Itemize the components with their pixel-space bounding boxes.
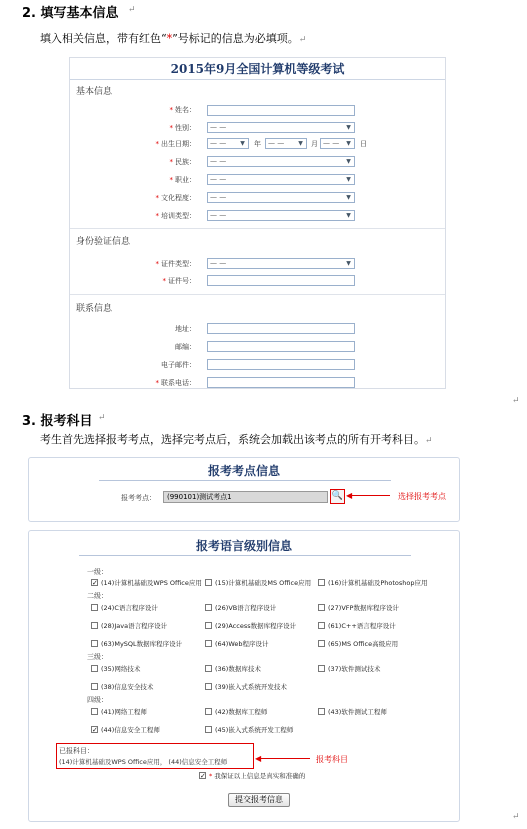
name-input[interactable] [207,105,355,116]
checkbox[interactable] [318,708,325,715]
registration-form-panel [69,57,446,389]
subject-checkbox[interactable]: (39)嵌入式系统开发技术 [205,682,287,691]
checkbox[interactable] [318,579,325,586]
subject-checkbox[interactable]: (65)MS Office高级应用 [318,639,398,648]
subjects-annotation: 报考科目 [316,755,348,764]
year-label: 年 [254,140,261,148]
chevron-down-icon: ▼ [346,194,351,201]
level-label: 一级： [87,568,108,576]
education-select[interactable]: — — ▼ [207,192,355,203]
subject-checkbox[interactable]: (28)Java语言程序设计 [91,621,167,630]
level-label: 四级： [87,696,108,704]
chevron-down-icon: ▼ [346,158,351,165]
checkbox[interactable] [318,604,325,611]
section-3-description [40,431,433,447]
checkbox[interactable] [205,579,212,586]
birthdate-label: * 出生日期： [155,140,196,148]
paragraph-mark: ↵ [98,413,106,423]
arrow-head: ◀ [346,491,353,500]
paragraph-mark: ↵ [425,436,433,446]
subject-checkbox[interactable]: (64)Web程序设计 [205,639,269,648]
title-underline [79,555,411,556]
ethnicity-select[interactable]: — — ▼ [207,156,355,167]
subject-checkbox[interactable]: (29)Access数据库程序设计 [205,621,296,630]
checkbox[interactable]: ✓ [92,579,98,587]
annotation-arrow [348,495,390,496]
id-info-heading: 身份验证信息 [76,237,131,247]
divider [70,294,445,295]
id-type-select[interactable]: — — ▼ [207,258,355,269]
id-number-label: * 证件号： [162,277,196,285]
name-label: * 姓名： [169,106,196,114]
section-2-description [40,30,306,46]
training-type-label: * 培训类型： [155,212,196,220]
chevron-down-icon: ▼ [346,124,351,131]
checkbox[interactable] [91,640,98,647]
section-3-heading: 3. 报考科目 [22,414,93,429]
subject-checkbox[interactable]: (43)软件测试工程师 [318,707,387,716]
birth-month-select[interactable]: — — ▼ [265,138,307,149]
subject-checkbox[interactable]: (26)VB语言程序设计 [205,603,276,612]
subject-checkbox[interactable]: (45)嵌入式系统开发工程师 [205,725,293,734]
checkbox[interactable] [318,622,325,629]
gender-label: * 性别： [169,124,196,132]
paragraph-mark: ↵ [128,5,136,15]
level-label: 二级： [87,592,108,600]
exam-site-label: 报考考点： [121,494,156,502]
selected-subjects-highlight [56,743,254,769]
guarantee-checkbox[interactable] [199,771,305,780]
chevron-down-icon: ▼ [346,140,351,147]
id-number-input[interactable] [207,275,355,286]
basic-info-heading: 基本信息 [76,87,113,97]
language-level-title: 报考语言级别信息 [195,539,292,553]
required-star: * [209,771,213,780]
ethnicity-label: * 民族： [169,158,196,166]
selected-subjects-value: (14)计算机基础及WPS Office应用， (44)信息安全工程师 [59,758,228,766]
day-label: 日 [360,140,367,148]
subject-checkbox[interactable]: (24)C语言程序设计 [91,603,158,612]
chevron-down-icon: ▼ [346,176,351,183]
desc-text: ”号标记的信息为必填项。 [172,32,299,45]
guarantee-text: 我保证以上信息是真实和准确的 [214,772,306,780]
subject-checkbox[interactable]: ✓ (44)信息安全工程师 [92,726,160,734]
paragraph-mark: ↵ [298,35,307,45]
address-label: 地址： [175,325,196,333]
checkbox[interactable] [205,622,212,629]
required-star: * [166,32,173,45]
checkbox[interactable] [205,604,212,611]
subject-checkbox[interactable]: (41)网络工程师 [91,707,147,716]
section-2-heading: 2. 填写基本信息 [22,6,119,21]
annotation-arrow [258,758,310,759]
postcode-label: 邮编： [175,343,196,351]
subject-checkbox[interactable]: (36)数据库技术 [205,664,261,673]
checkbox[interactable] [91,604,98,611]
chevron-down-icon: ▼ [346,212,351,219]
occupation-select[interactable]: — — ▼ [207,174,355,185]
submit-button[interactable]: 提交报考信息 [228,793,290,807]
checkbox[interactable] [205,665,212,672]
checkbox[interactable]: ✓ [200,772,206,780]
email-input[interactable] [207,359,355,370]
subject-checkbox[interactable]: (27)VFP数据库程序设计 [318,603,399,612]
email-label: 电子邮件： [161,361,196,369]
phone-label: * 联系电话： [155,379,196,387]
contact-info-heading: 联系信息 [76,304,113,314]
checkbox[interactable] [205,708,212,715]
checkbox[interactable] [91,665,98,672]
title-underline [99,480,391,481]
checkbox[interactable] [318,640,325,647]
chevron-down-icon: ▼ [298,140,303,147]
chevron-down-icon: ▼ [346,260,351,267]
education-label: * 文化程度： [155,194,196,202]
address-input[interactable] [207,323,355,334]
subject-checkbox[interactable]: (16)计算机基础及Photoshop应用 [318,578,428,587]
subject-checkbox[interactable]: (37)软件测试技术 [318,664,380,673]
birth-year-select[interactable]: — — ▼ [207,138,249,149]
divider [70,228,445,229]
chevron-down-icon: ▼ [240,140,245,147]
birth-day-select[interactable]: — — ▼ [320,138,355,149]
phone-input[interactable] [207,377,355,388]
language-level-panel [28,530,460,822]
checkbox[interactable] [318,665,325,672]
paragraph-mark: ↵ [512,812,520,822]
arrow-head: ◀ [255,754,262,763]
checkbox[interactable] [205,683,212,690]
checkbox[interactable] [205,640,212,647]
gender-select[interactable]: — — ▼ [207,122,355,133]
checkbox[interactable] [205,726,212,733]
desc-text: 考生首先选择报考考点，选择完考点后，系统会加载出该考点的所有开考科目。 [40,433,425,446]
subject-checkbox[interactable]: ✓ (14)计算机基础及WPS Office应用 [92,579,202,587]
subject-checkbox[interactable]: (35)网络技术 [91,664,140,673]
checkbox[interactable] [91,622,98,629]
paragraph-mark: ↵ [512,396,520,406]
checkbox[interactable]: ✓ [92,726,98,734]
occupation-label: * 职业： [169,176,196,184]
subject-checkbox[interactable]: (63)MySQL数据库程序设计 [91,639,182,648]
month-label: 月 [311,140,318,148]
exam-site-panel [28,457,460,522]
exam-site-annotation: 选择报考考点 [398,492,446,501]
subject-checkbox[interactable]: (38)信息安全技术 [91,682,153,691]
id-type-label: * 证件类型： [155,260,196,268]
subject-checkbox[interactable]: (61)C++语言程序设计 [318,621,396,630]
exam-site-title: 报考考点信息 [207,464,280,478]
search-icon[interactable]: 🔍 [330,489,345,504]
checkbox[interactable] [91,683,98,690]
desc-text: 填入相关信息，带有红色“ [40,32,167,45]
checkbox[interactable] [91,708,98,715]
postcode-input[interactable] [207,341,355,352]
level-label: 三级： [87,653,108,661]
subject-checkbox[interactable]: (42)数据库工程师 [205,707,267,716]
subject-checkbox[interactable]: (15)计算机基础及MS Office应用 [205,578,311,587]
training-type-select[interactable]: — — ▼ [207,210,355,221]
selected-subjects-label: 已报科目： [59,747,94,755]
form-title: 2015年9月全国计算机等级考试 [70,58,445,80]
exam-site-input[interactable]: (990101)测试考点1 [163,491,328,503]
